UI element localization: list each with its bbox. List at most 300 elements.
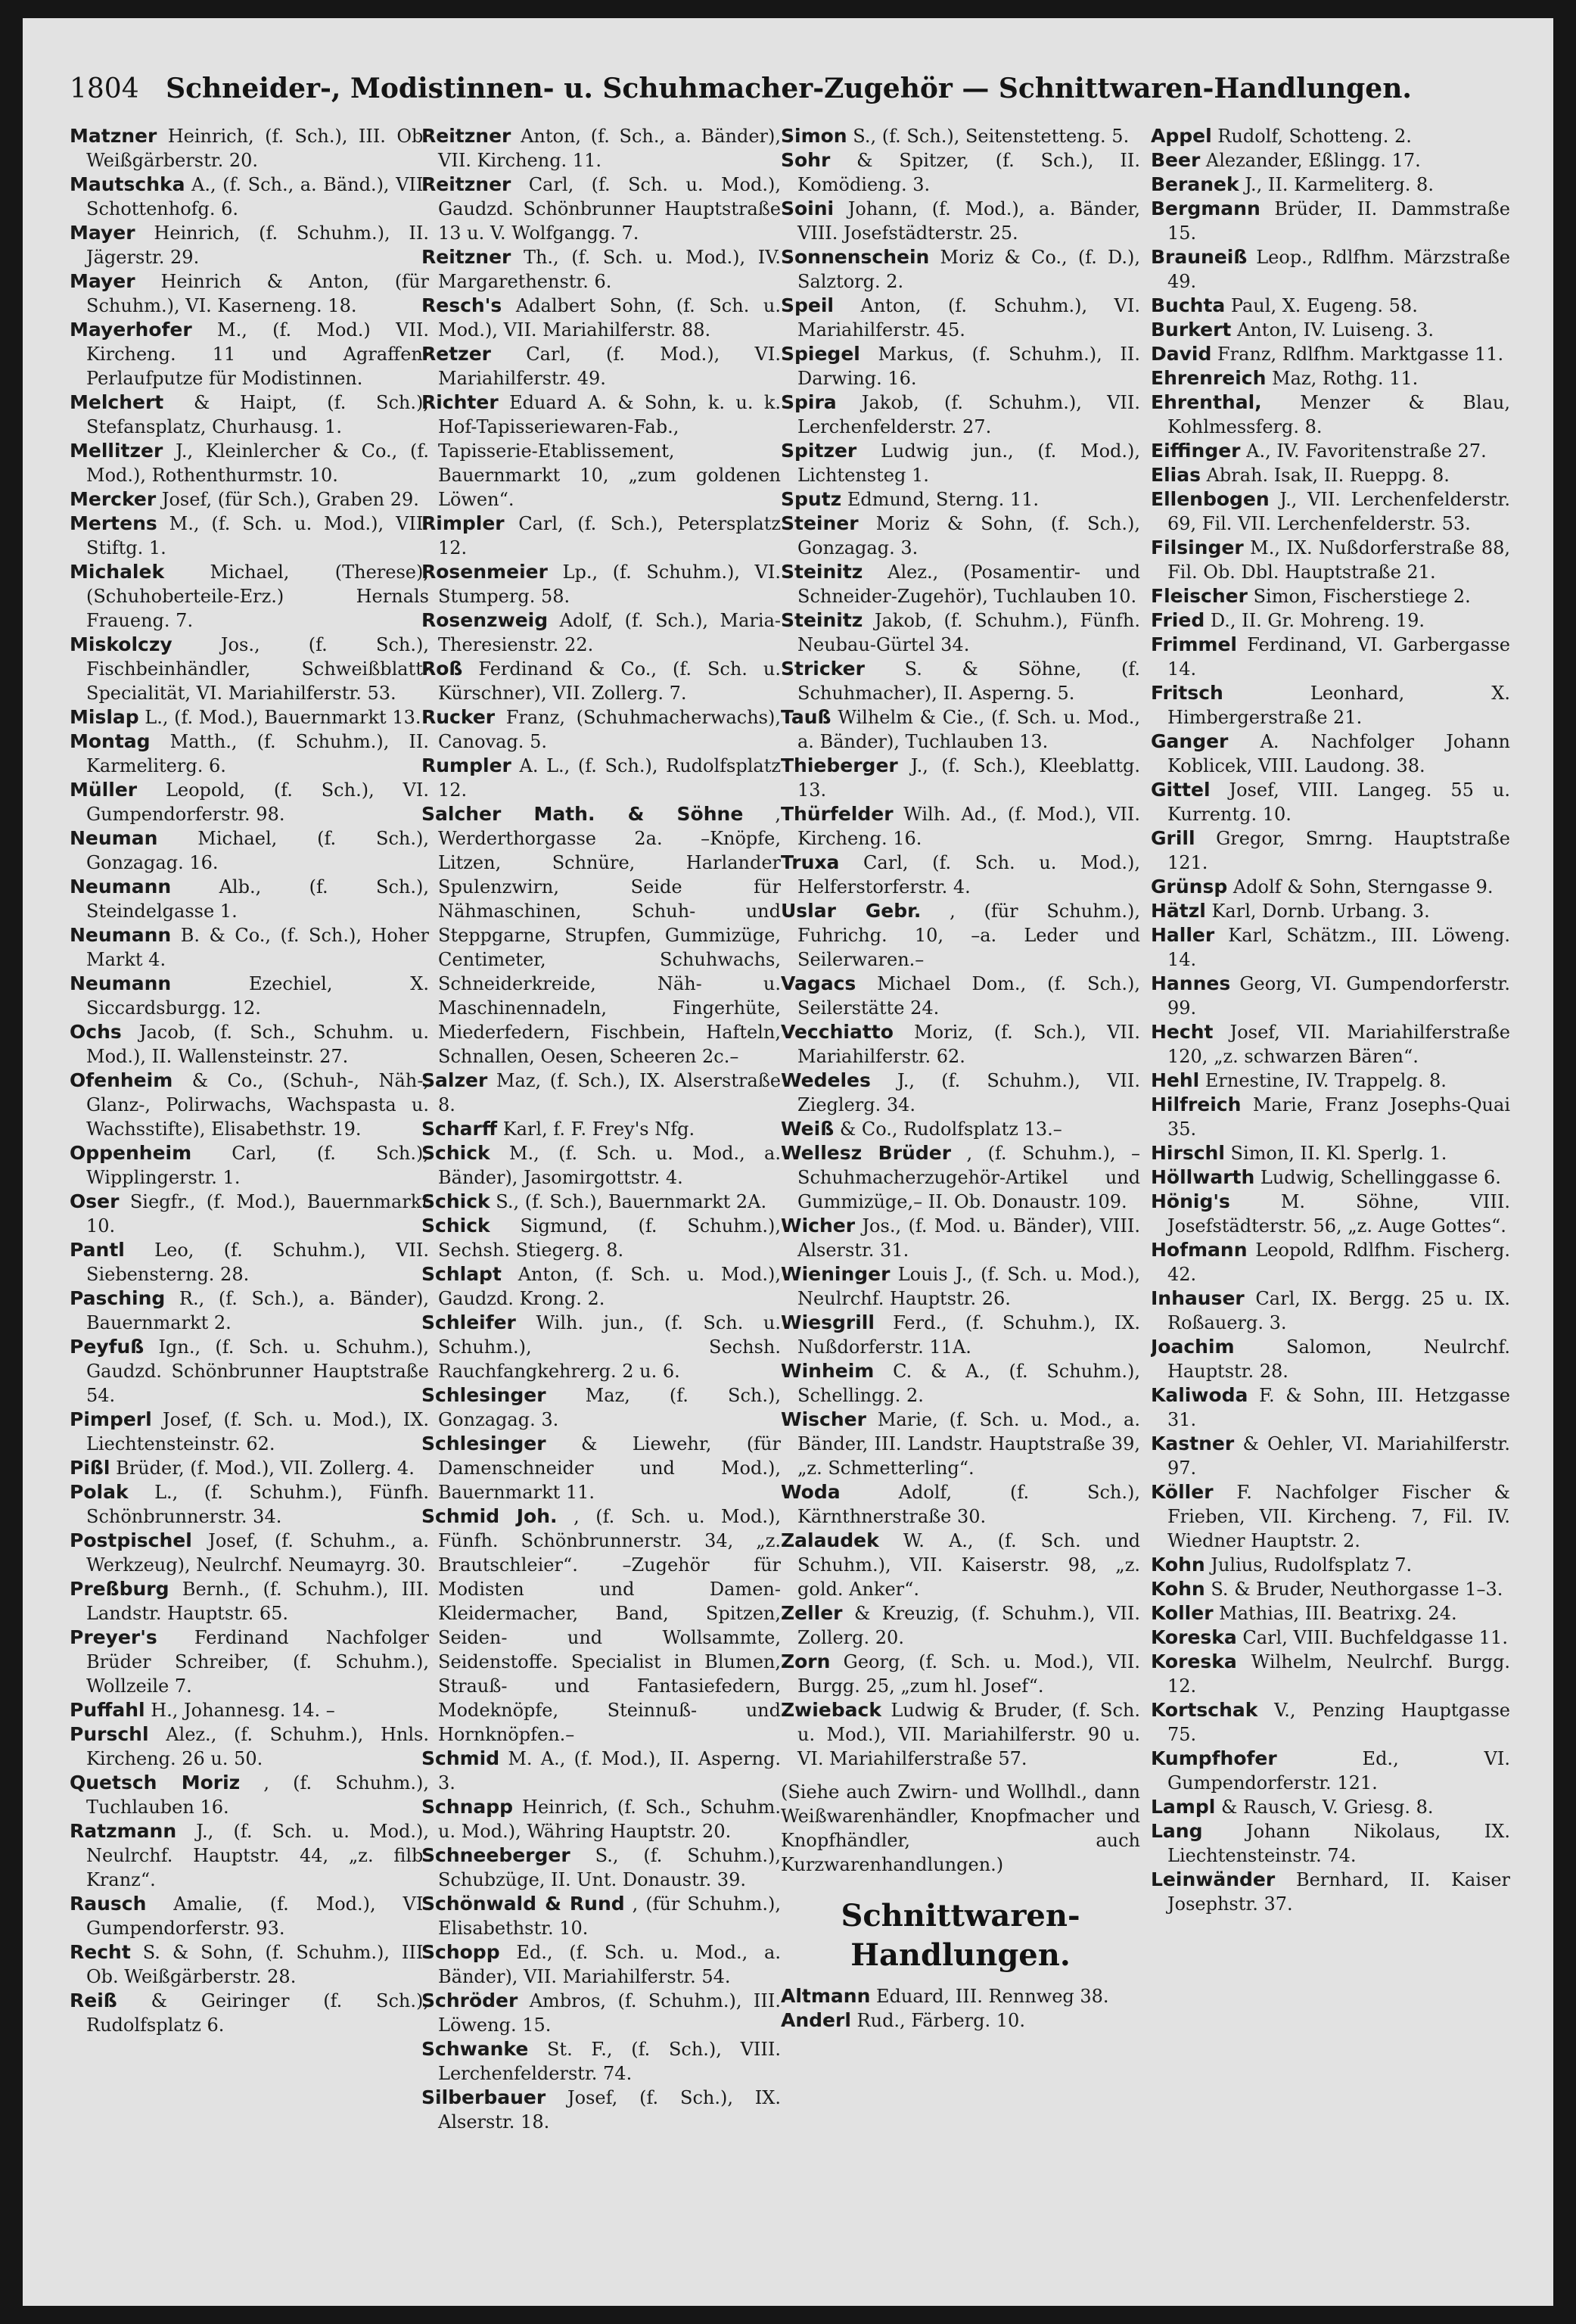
entry-details: Ernestine, IV. Trappelg. 8.	[1199, 1070, 1447, 1091]
entry-details: & Oehler, VI. Mariahilferstr. 97.	[1167, 1433, 1510, 1479]
entry-name: Neuman	[70, 827, 158, 849]
entry-name: Simon	[781, 125, 847, 147]
entry-name: Ganger	[1151, 730, 1229, 752]
entry-details: & Co., Rudolfsplatz 13.–	[834, 1118, 1062, 1140]
directory-entry	[421, 1795, 781, 1843]
entry-name: Koreska	[1151, 1626, 1237, 1648]
entry-details: M., IX. Nußdorferstraße 88, Fil. Ob. Dbl. Hauptstraße 21.	[1167, 537, 1510, 583]
directory-entry	[781, 899, 1140, 972]
column-3-entries	[781, 124, 1140, 1771]
entry-name: Brauneiß	[1151, 246, 1248, 268]
entry-name: Ellenbogen	[1151, 488, 1270, 510]
entry-name: Winheim	[781, 1360, 875, 1382]
entry-name: Melchert	[70, 391, 164, 413]
entry-details: Bernh., (f. Schuhm.), III. Landstr. Hauptstr. 65.	[86, 1579, 429, 1624]
entry-name: Mercker	[70, 488, 157, 510]
directory-entry	[421, 1432, 781, 1504]
entry-details: Rud., Färberg. 10.	[850, 2010, 1025, 2031]
directory-entry	[781, 608, 1140, 657]
entry-details: Josef, (f. Sch. u. Mod.), IX. Liechtensteinstr. 62.	[86, 1409, 429, 1454]
directory-entry	[70, 487, 429, 512]
entry-details: Ludwig jun., (f. Mod.), Lichtensteg 1.	[797, 440, 1140, 486]
directory-entry	[421, 2037, 781, 2086]
entry-name: Richter	[421, 391, 499, 413]
directory-entry	[70, 1722, 429, 1771]
entry-name: Steinitz	[781, 561, 863, 583]
entry-details: Jakob, (f. Schuhm.), VII. Lerchenfelderstr. 27.	[797, 392, 1140, 437]
directory-entry	[781, 1141, 1140, 1214]
directory-entry	[421, 390, 781, 512]
section-heading: Schnittwaren-Handlungen.	[841, 1898, 1080, 1973]
entry-details: S., (f. Sch.), Seitenstetteng. 5.	[847, 126, 1130, 147]
entry-details: Carl, VIII. Buchfeldgasse 11.	[1236, 1627, 1508, 1648]
entry-name: Wedeles	[781, 1069, 871, 1091]
entry-name: Schick	[421, 1142, 490, 1164]
entry-name: Beer	[1151, 149, 1201, 171]
entry-details: Ferdinand, VI. Garbergasse 14.	[1167, 634, 1510, 680]
entry-name: Purschl	[70, 1723, 149, 1745]
entry-details: , (f. Schuhm.), –Schuhmacherzugehör-Artikel und Gummizüge,– II. Ob. Donaustr. 109.	[797, 1143, 1140, 1212]
entry-details: Alezander, Eßlingg. 17.	[1200, 150, 1421, 171]
entry-name: Schopp	[421, 1941, 500, 1963]
directory-entry	[421, 560, 781, 608]
entry-details: Heinrich, (f. Sch., Schuhm. u. Mod.), Währing Hauptstr. 20.	[438, 1797, 781, 1842]
entry-details: S. & Söhne, (f. Schuhmacher), II. Asperng. 5.	[797, 658, 1140, 704]
directory-entry	[70, 778, 429, 826]
directory-entry	[781, 487, 1140, 512]
directory-entry	[781, 1117, 1140, 1141]
entry-details: Abrah. Isak, II. Rueppg. 8.	[1200, 465, 1450, 486]
entry-details: , (für Schuhm.), Elisabethstr. 10.	[438, 1893, 781, 1939]
directory-entry	[70, 1141, 429, 1190]
directory-entry	[421, 1940, 781, 1989]
directory-entry	[781, 851, 1140, 899]
entry-name: Spitzer	[781, 440, 857, 462]
entry-name: Woda	[781, 1481, 841, 1503]
entry-details: Edmund, Sterng. 11.	[841, 489, 1040, 510]
directory-entry	[1151, 1190, 1510, 1238]
entry-name: Puffahl	[70, 1699, 145, 1721]
entry-details: Adolf, (f. Sch.), Maria-Theresienstr. 22.	[438, 610, 781, 655]
entry-details: A. Nachfolger Johann Koblicek, VIII. Laudong. 38.	[1167, 731, 1510, 776]
directory-entry	[70, 269, 429, 318]
entry-name: Tauß	[781, 706, 832, 728]
entry-details: Wilh. jun., (f. Sch. u. Schuhm.), Sechsh. Rauchfangkehrerg. 2 u. 6.	[438, 1312, 781, 1382]
directory-entry	[421, 294, 781, 342]
directory-entry	[1151, 1795, 1510, 1819]
directory-entry	[70, 633, 429, 705]
directory-entry	[70, 826, 429, 875]
directory-entry	[781, 124, 1140, 148]
entry-name: Wieninger	[781, 1263, 891, 1285]
directory-entry	[1151, 1601, 1510, 1626]
directory-entry	[1151, 463, 1510, 487]
entry-details: W. A., (f. Sch. und Schuhm.), VII. Kaiserstr. 98, „z. gold. Anker“.	[797, 1530, 1140, 1600]
entry-details: Josef, VIII. Langeg. 55 u. Kurrentg. 10.	[1167, 779, 1510, 825]
directory-entry	[70, 318, 429, 390]
directory-entry	[1151, 124, 1510, 148]
entry-name: Altmann	[781, 1985, 871, 2007]
entry-details: Jos., (f. Mod. u. Bänder), VIII. Alserstr. 31.	[797, 1215, 1140, 1261]
entry-details: J., (f. Schuhm.), VII. Zieglerg. 34.	[797, 1070, 1140, 1115]
entry-name: Montag	[70, 730, 151, 752]
entry-details: B. & Co., (f. Sch.), Hoher Markt 4.	[86, 925, 429, 970]
entry-name: Beranek	[1151, 173, 1239, 195]
entry-name: Rosenzweig	[421, 609, 549, 631]
entry-details: Michael Dom., (f. Sch.), Seilerstätte 24.	[797, 973, 1140, 1019]
entry-name: Steinitz	[781, 609, 863, 631]
entry-details: , Werderthorgasse 2a. –Knöpfe, Litzen, Schnüre, Harlander Spulenzwirn, Seide für Nähmaschinen, Schuh- und Steppgarne, Strupfen, Gummizüge, Centimeter, Schuhwachs, Schneiderkreide, Näh- u. Maschinennadeln, Fingerhüte, Miederfedern, Fischbein, Hafteln, Schnallen, Oesen, Scheeren 2c.–	[438, 804, 781, 1067]
entry-details: Johann Nikolaus, IX. Liechtensteinstr. 74.	[1167, 1821, 1510, 1866]
directory-entry	[421, 608, 781, 657]
entry-details: Adolf & Sohn, Sterngasse 9.	[1227, 876, 1494, 898]
entry-name: Grill	[1151, 827, 1195, 849]
entry-name: Wellesz Brüder	[781, 1142, 952, 1164]
entry-name: Hirschl	[1151, 1142, 1225, 1164]
entry-name: Vecchiatto	[781, 1021, 894, 1043]
directory-entry	[70, 705, 429, 730]
entry-name: Resch's	[421, 294, 502, 316]
entry-name: Ofenheim	[70, 1069, 173, 1091]
entry-name: Reitzner	[421, 125, 511, 147]
directory-entry	[781, 1480, 1140, 1529]
directory-entry	[70, 1456, 429, 1480]
entry-name: Pißl	[70, 1457, 110, 1479]
entry-details: Wilhelm & Cie., (f. Sch. u. Mod., a. Bänder), Tuchlauben 13.	[797, 707, 1140, 752]
entry-name: Hehl	[1151, 1069, 1200, 1091]
entry-name: Vagacs	[781, 972, 856, 994]
entry-name: Rosenmeier	[421, 561, 548, 583]
directory-entry	[1151, 875, 1510, 899]
entry-details: Wilh. Ad., (f. Mod.), VII. Kircheng. 16.	[797, 804, 1140, 849]
entry-name: Ehrenthal,	[1151, 391, 1262, 413]
directory-entry	[421, 802, 781, 1069]
entry-name: Spiegel	[781, 343, 860, 365]
directory-entry	[1151, 1238, 1510, 1286]
entry-name: Kaliwoda	[1151, 1384, 1248, 1406]
entry-name: Weiß	[781, 1118, 835, 1140]
entry-details: Louis J., (f. Sch. u. Mod.), Neulrchf. Hauptstr. 26.	[797, 1264, 1140, 1309]
directory-entry	[1151, 681, 1510, 730]
entry-details: Michael, (f. Sch.), Gonzagag. 16.	[86, 828, 429, 873]
entry-name: Mautschka	[70, 173, 185, 195]
entry-name: Hofmann	[1151, 1239, 1248, 1261]
directory-entry	[781, 342, 1140, 390]
directory-entry	[1151, 1819, 1510, 1868]
entry-name: Roß	[421, 658, 463, 680]
directory-entry	[421, 1383, 781, 1432]
entry-details: Ed., (f. Sch. u. Mod., a. Bänder), VII. Mariahilferstr. 54.	[438, 1942, 781, 1987]
entry-details: & Liewehr, (für Damenschneider und Mod.), Bauernmarkt 11.	[438, 1433, 781, 1503]
entry-details: Ezechiel, X. Siccardsburgg. 12.	[86, 973, 429, 1019]
entry-name: Kortschak	[1151, 1699, 1258, 1721]
entry-name: Bergmann	[1151, 198, 1260, 219]
entry-name: Hätzl	[1151, 900, 1206, 922]
entry-name: Haller	[1151, 924, 1215, 946]
entry-details: Josef, (für Sch.), Graben 29.	[156, 489, 419, 510]
page-number: 1804	[70, 73, 139, 104]
entry-name: Leinwänder	[1151, 1868, 1276, 1890]
directory-entry	[421, 1504, 781, 1747]
entry-details: Maz, (f. Sch.), IX. Alserstraße 8.	[438, 1070, 781, 1115]
directory-entry	[1151, 778, 1510, 826]
entry-name: Neumann	[70, 876, 172, 898]
entry-details: F. & Sohn, III. Hetzgasse 31.	[1167, 1385, 1510, 1430]
section-entries	[781, 1984, 1140, 2033]
entry-name: Zalaudek	[781, 1529, 879, 1551]
entry-name: Schröder	[421, 1990, 518, 2011]
directory-entry	[1151, 439, 1510, 463]
directory-entry	[1151, 1069, 1510, 1093]
page-header	[70, 56, 1530, 121]
directory-entry	[781, 972, 1140, 1020]
directory-entry	[781, 1262, 1140, 1311]
entry-name: Wischer	[781, 1408, 866, 1430]
directory-entry	[781, 390, 1140, 439]
directory-entry	[1151, 730, 1510, 778]
entry-name: Elias	[1151, 464, 1201, 486]
directory-entry	[781, 294, 1140, 342]
entry-details: Marie, (f. Sch. u. Mod., a. Bänder, III. Landstr. Hauptstraße 39, „z. Schmetterling“.	[797, 1409, 1140, 1479]
entry-name: Hilfreich	[1151, 1094, 1242, 1115]
entry-details: Amalie, (f. Mod.), VI. Gumpendorferstr. 93.	[86, 1893, 429, 1939]
entry-details: J., (f. Sch. u. Mod.), Neulrchf. Hauptstr. 44, „z. filb. Kranz“.	[86, 1821, 429, 1890]
entry-name: Schick	[421, 1190, 490, 1212]
entry-details: M., (f. Sch. u. Mod., a. Bänder), Jasomirgottstr. 4.	[438, 1143, 781, 1188]
entry-name: Pantl	[70, 1239, 125, 1261]
entry-name: Sonnenschein	[781, 246, 930, 268]
column-2	[421, 124, 781, 2285]
directory-entry	[70, 1069, 429, 1141]
entry-details: Ferd., (f. Schuhm.), IX. Nußdorferstr. 11A.	[797, 1312, 1140, 1358]
entry-name: Recht	[70, 1941, 131, 1963]
directory-entry	[1151, 1553, 1510, 1577]
entry-name: Schick	[421, 1215, 490, 1237]
entry-details: Carl, IX. Bergg. 25 u. IX. Roßauerg. 3.	[1167, 1288, 1510, 1333]
directory-entry	[421, 1747, 781, 1795]
entry-name: Gittel	[1151, 779, 1211, 801]
entry-name: Schlapt	[421, 1263, 502, 1285]
directory-entry	[421, 173, 781, 245]
directory-entry	[1151, 1020, 1510, 1069]
directory-entry	[70, 923, 429, 972]
entry-name: Schlesinger	[421, 1384, 546, 1406]
entry-name: Kumpfhofer	[1151, 1747, 1277, 1769]
entry-details: Heinrich & Anton, (für Schuhm.), VI. Kaserneng. 18.	[86, 271, 429, 316]
entry-name: Kohn	[1151, 1554, 1205, 1576]
entry-name: Thürfelder	[781, 803, 894, 825]
directory-entry	[70, 972, 429, 1020]
entry-details: Alez., (f. Schuhm.), Hnls. Kircheng. 26 u. 50.	[86, 1724, 429, 1769]
entry-details: Jakob, (f. Schuhm.), Fünfh. Neubau-Gürtel 34.	[797, 610, 1140, 655]
entry-details: S. & Sohn, (f. Schuhm.), III. Ob. Weißgärberstr. 28.	[86, 1942, 429, 1987]
entry-name: Scharff	[421, 1118, 498, 1140]
entry-details: Ed., VI. Gumpendorferstr. 121.	[1167, 1748, 1510, 1794]
entry-details: Alez., (Posamentir- und Schneider-Zugehör), Tuchlauben 10.	[797, 562, 1140, 607]
entry-details: Georg, (f. Sch. u. Mod.), VII. Burgg. 25, „zum hl. Josef“.	[797, 1651, 1140, 1697]
directory-entry	[781, 802, 1140, 851]
entry-name: Köller	[1151, 1481, 1214, 1503]
directory-entry	[1151, 536, 1510, 584]
directory-entry	[1151, 342, 1510, 366]
entry-details: Ambros, (f. Schuhm.), III. Löweng. 15.	[438, 1990, 781, 2036]
directory-entry	[421, 2086, 781, 2134]
entry-details: Gregor, Smrng. Hauptstraße 121.	[1167, 828, 1510, 873]
directory-entry	[781, 1311, 1140, 1359]
entry-name: Zorn	[781, 1650, 831, 1672]
directory-entry	[70, 1529, 429, 1577]
directory-page	[23, 18, 1553, 2306]
entry-details: Alb., (f. Sch.), Steindelgasse 1.	[86, 876, 429, 922]
entry-details: J., II. Karmeliterg. 8.	[1239, 174, 1434, 195]
entry-name: Rucker	[421, 706, 496, 728]
entry-details: Carl, (f. Sch. u. Mod.), Gaudzd. Schönbrunner Hauptstraße 13 u. V. Wolfgangg. 7.	[438, 174, 781, 244]
directory-entry	[781, 657, 1140, 705]
entry-name: Mayer	[70, 270, 135, 292]
entry-details: Ign., (f. Sch. u. Schuhm.), Gaudzd. Schönbrunner Hauptstraße 54.	[86, 1336, 429, 1406]
directory-entry	[1151, 1141, 1510, 1165]
entry-name: Silberbauer	[421, 2086, 546, 2108]
entry-details: & Haipt, (f. Sch.), Stefansplatz, Churhausg. 1.	[86, 392, 429, 437]
entry-name: Zeller	[781, 1602, 843, 1624]
directory-entry	[70, 1190, 429, 1238]
entry-name: Wicher	[781, 1215, 856, 1237]
entry-name: Filsinger	[1151, 537, 1244, 558]
entry-details: Wilhelm, Neulrchf. Burgg. 12.	[1167, 1651, 1510, 1697]
entry-name: Sohr	[781, 149, 831, 171]
entry-name: Hannes	[1151, 972, 1231, 994]
entry-name: Soini	[781, 198, 835, 219]
directory-entry	[70, 560, 429, 633]
entry-details: Th., (f. Sch. u. Mod.), IV. Margarethenstr. 6.	[438, 247, 781, 292]
directory-entry	[421, 245, 781, 294]
entry-name: Appel	[1151, 125, 1212, 147]
entry-details: Ferdinand Nachfolger Brüder Schreiber, (f. Schuhm.), Wollzeile 7.	[86, 1627, 429, 1697]
entry-details: J., Kleinlercher & Co., (f. Mod.), Rothenthurmstr. 10.	[86, 440, 429, 486]
entry-details: Maz, (f. Sch.), Gonzagag. 3.	[438, 1385, 781, 1430]
entry-details: Adalbert Sohn, (f. Sch. u. Mod.), VII. Mariahilferstr. 88.	[438, 295, 781, 341]
entry-name: Mellitzer	[70, 440, 163, 462]
entry-details: Mathias, III. Beatrixg. 24.	[1213, 1603, 1457, 1624]
directory-entry	[781, 1698, 1140, 1771]
entry-details: & Rausch, V. Griesg. 8.	[1215, 1797, 1434, 1818]
entry-details: A., (f. Sch., a. Bänd.), VII. Schottenhofg. 6.	[86, 174, 429, 219]
directory-entry	[421, 705, 781, 754]
entry-name: Mayer	[70, 222, 135, 244]
entry-name: Pasching	[70, 1287, 166, 1309]
directory-entry	[421, 1141, 781, 1190]
directory-entry	[1151, 1698, 1510, 1747]
entry-details: Maz, Rothg. 11.	[1266, 368, 1419, 389]
entry-details: , (f. Schuhm.), Tuchlauben 16.	[86, 1772, 429, 1818]
entry-details: St. F., (f. Sch.), VIII. Lerchenfelderstr. 74.	[438, 2039, 781, 2084]
directory-entry	[781, 1984, 1140, 2008]
entry-details: H., Johannesg. 14. –	[145, 1700, 335, 1721]
entry-name: Schmid Joh.	[421, 1505, 558, 1527]
directory-entry	[70, 1577, 429, 1626]
entry-details: Leopold, Rdlfhm. Fischerg. 42.	[1167, 1240, 1510, 1285]
entry-details: Simon, Fischerstiege 2.	[1247, 586, 1471, 607]
entry-details: Bernhard, II. Kaiser Josephstr. 37.	[1167, 1869, 1510, 1915]
directory-entry	[421, 342, 781, 390]
directory-entry	[70, 1989, 429, 2037]
directory-entry	[70, 1698, 429, 1722]
entry-details: Jos., (f. Sch.), Fischbeinhändler, Schweißblatt-Specialität, VI. Mariahilferstr. 53.	[86, 634, 429, 704]
entry-details: J., (f. Sch.), Kleeblattg. 13.	[797, 755, 1140, 801]
directory-entry	[781, 245, 1140, 294]
entry-name: Müller	[70, 779, 138, 801]
entry-name: Frimmel	[1151, 633, 1238, 655]
entry-details: Franz, (Schuhmacherwachs), Canovag. 5.	[438, 707, 781, 752]
entry-name: Koreska	[1151, 1650, 1237, 1672]
entry-name: Schönwald & Rund	[421, 1893, 625, 1915]
entry-name: Schwanke	[421, 2038, 529, 2060]
directory-entry	[781, 1650, 1140, 1698]
directory-entry	[70, 1892, 429, 1940]
directory-entry	[70, 1626, 429, 1698]
entry-details: M., (f. Mod.) VII. Kircheng. 11 und Agraffen-Perlaufputze für Modistinnen.	[86, 319, 429, 389]
entry-details: Leonhard, X. Himbergerstraße 21.	[1167, 683, 1510, 728]
entry-name: Postpischel	[70, 1529, 192, 1551]
entry-details: Carl, (f. Mod.), VI. Mariahilferstr. 49.	[438, 344, 781, 389]
entry-details: R., (f. Sch.), a. Bänder), Bauernmarkt 2.	[86, 1288, 429, 1333]
directory-entry	[70, 1020, 429, 1069]
column-1	[70, 124, 429, 2285]
entry-details: Ludwig & Bruder, (f. Sch. u. Mod.), VII. Mariahilferstr. 90 u. VI. Mariahilferstraße 57.	[797, 1700, 1140, 1769]
column-4	[1151, 124, 1510, 2285]
entry-details: Michael, (Therese), (Schuhoberteile-Erz.) Hernals Fraueng. 7.	[86, 562, 429, 631]
entry-name: Oser	[70, 1190, 120, 1212]
entry-details: Anton, (f. Sch. u. Mod.), Gaudzd. Krong. 2.	[438, 1264, 781, 1309]
entry-name: David	[1151, 343, 1212, 365]
directory-entry	[421, 1311, 781, 1383]
entry-name: Stricker	[781, 658, 865, 680]
directory-entry	[1151, 584, 1510, 608]
entry-details: Anton, (f. Sch., a. Bänder), VII. Kircheng. 11.	[438, 126, 781, 171]
directory-entry	[781, 754, 1140, 802]
entry-name: Inhauser	[1151, 1287, 1245, 1309]
entry-details: Ludwig, Schellinggasse 6.	[1254, 1167, 1501, 1188]
directory-entry	[1151, 633, 1510, 681]
entry-details: & Co., (Schuh-, Näh-, Glanz-, Polirwachs, Wachspasta u. Wachsstifte), Elisabethstr. 19.	[86, 1070, 429, 1140]
directory-entry	[421, 1190, 781, 1214]
directory-entry	[1151, 826, 1510, 875]
entry-name: Retzer	[421, 343, 491, 365]
entry-details: & Spitzer, (f. Sch.), II. Komödieng. 3.	[797, 150, 1140, 195]
entry-details: C. & A., (f. Schuhm.), Schellingg. 2.	[797, 1361, 1140, 1406]
entry-name: Grünsp	[1151, 876, 1228, 898]
directory-entry	[1151, 608, 1510, 633]
directory-entry	[781, 1214, 1140, 1262]
directory-entry	[781, 1408, 1140, 1480]
entry-details: Leo, (f. Schuhm.), VII. Siebensterng. 28.	[86, 1240, 429, 1285]
entry-name: Uslar Gebr.	[781, 900, 922, 922]
directory-entry	[421, 1214, 781, 1262]
directory-entry	[421, 1117, 781, 1141]
entry-name: Oppenheim	[70, 1142, 192, 1164]
entry-name: Fried	[1151, 609, 1205, 631]
directory-entry	[70, 1408, 429, 1456]
entry-name: Schnapp	[421, 1796, 514, 1818]
entry-name: Sputz	[781, 488, 842, 510]
entry-details: Johann, (f. Mod.), a. Bänder, VIII. Josefstädterstr. 25.	[797, 198, 1140, 244]
directory-entry	[1151, 1747, 1510, 1795]
directory-entry	[70, 124, 429, 173]
directory-entry	[70, 875, 429, 923]
directory-entry	[781, 1359, 1140, 1408]
directory-entry	[70, 390, 429, 439]
entry-details: Anton, (f. Schuhm.), VI. Mariahilferstr. 45.	[797, 295, 1140, 341]
